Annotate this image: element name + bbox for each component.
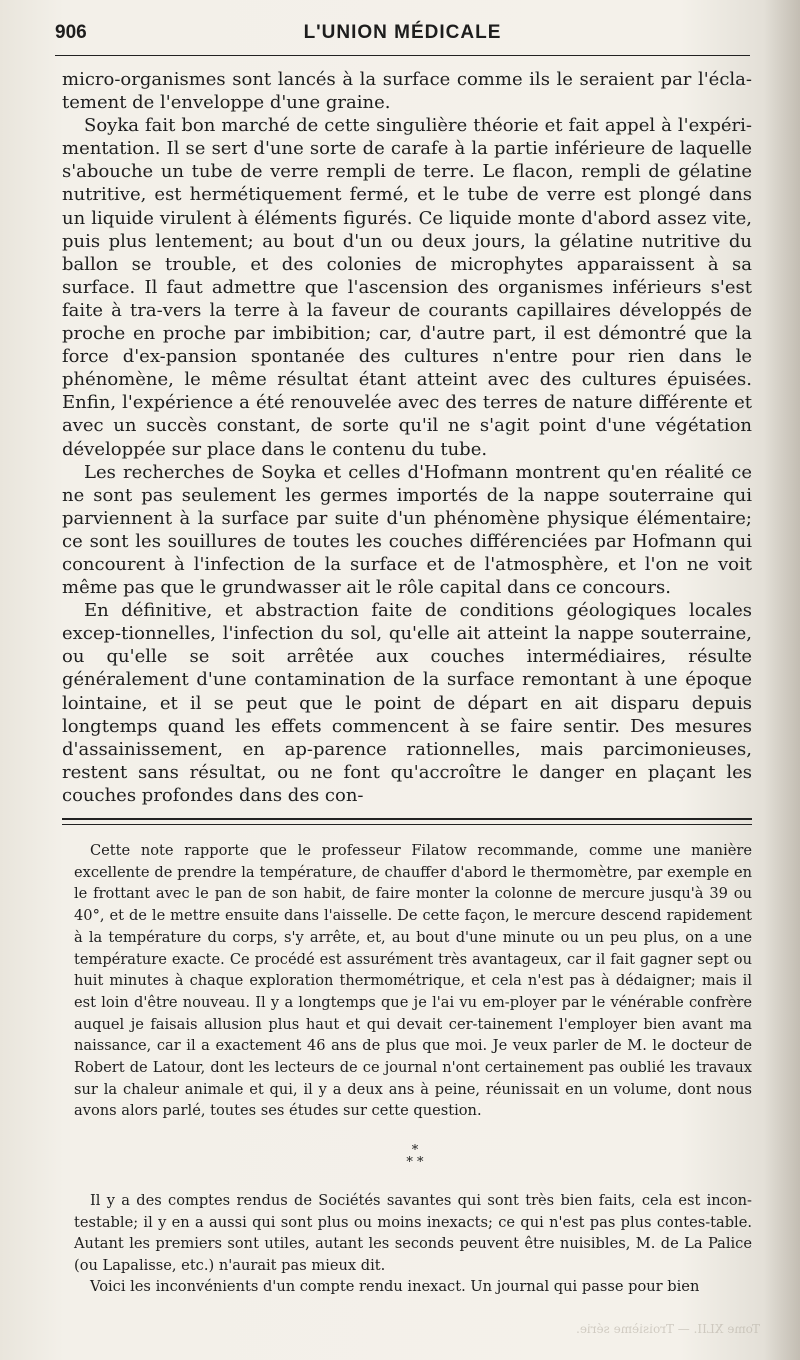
asterism-bottom: * * <box>406 1155 424 1170</box>
note-paragraph-1: Cette note rapporte que le professeur Filatow recommande, comme une manière excellente de prendre la température, de chauffer d'abord le thermomètre, par exemple en le frottant avec le pan de son habit, de faire monter la colonne de mercure jusqu'à 39 ou 40°, et de le mettre ensuite dans l'aisselle. De cette façon, le mercure descend rapidement à la température du corps, s'y arrête, et, au bout d'une minute ou un peu plus, on a une température exacte. Ce procédé est assurément très avantageux, car il fait gagner sept ou huit minutes à chaque exploration thermométrique, et cela n'est pas à dédaigner; mais il est loin d'être nouveau. Il y a longtemps que je l'ai vu em-ployer par le vénérable confrère auquel je faisais allusion plus haut et qui devait cer-tainement l'employer bien avant ma naissance, car il a exactement 46 ans de plus que moi. Je veux parler de M. le docteur de Robert de Latour, dont les lecteurs de ce journal n'ont certainement pas oublié les travaux sur la chaleur animale et qui, il y a deux ans à peine, réunissait en un volume, dont nous avons alors parlé, toutes ses études sur cette question. <box>74 842 752 1120</box>
bleed-through-footer: Tome XLII. — Troisième série. <box>576 1322 760 1336</box>
asterism-top: * <box>411 1143 419 1158</box>
running-header <box>55 18 750 48</box>
main-paragraph-1: micro-organismes sont lancés à la surface comme ils le seraient par l'écla-tement de l'enveloppe d'une graine. <box>62 69 752 114</box>
asterism-separator <box>395 1145 435 1185</box>
header-rule <box>55 55 750 56</box>
journal-title: L'UNION MÉDICALE <box>303 22 502 43</box>
section-paragraph-2: Voici les inconvénients d'un compte rendu inexact. Un journal qui passe pour bien <box>90 1278 700 1295</box>
binding-edge-shadow <box>764 0 800 1360</box>
page-number: 906 <box>55 22 87 43</box>
feuilleton-note <box>74 840 752 1122</box>
main-paragraph-3: Les recherches de Soyka et celles d'Hofmann montrent qu'en réalité ce ne sont pas seulement les germes importés de la nappe souterraine qui parviennent à la surface par suite d'un phénomène physique élémentaire; ce sont les souillures de toutes les couches différenciées par Hofmann qui concourent à l'infection de la surface et de l'atmosphère, et l'on ne voit même pas que le grundwasser ait le rôle capital dans ce concours. <box>62 461 752 599</box>
main-article-text <box>62 68 752 807</box>
main-paragraph-4: En définitive, et abstraction faite de conditions géologiques locales excep-tionnelles, l'infection du sol, qu'elle ait atteint la nappe souterraine, ou qu'elle se soit arrêtée aux couches intermédiaires, résulte généralement d'une contamination de la surface remontant à une époque lointaine, et il se peut que le point de départ en ait disparu depuis longtemps quand les effets commencent à se faire sentir. Des mesures d'assainissement, en ap-parence rationnelles, mais parcimonieuses, restent sans résultat, ou ne font qu'accroître le danger en plaçant les couches profondes dans des con- <box>62 600 752 806</box>
section-paragraph-1: Il y a des comptes rendus de Sociétés savantes qui sont très bien faits, cela est incon-testable; il y en a aussi qui sont plus ou moins inexacts; ce qui n'est pas plus contes-table. Autant les premiers sont utiles, autant les seconds peuvent être nuisibles, M. de La Palice (ou Lapalisse, etc.) n'aurait pas mieux dit. <box>74 1192 752 1274</box>
feuilleton-section <box>74 1190 752 1298</box>
feuilleton-divider <box>62 818 752 825</box>
main-paragraph-2: Soyka fait bon marché de cette singulière théorie et fait appel à l'expéri-mentation. Il se sert d'une sorte de carafe à la partie inférieure de laquelle s'abouche un tube de verre rempli de terre. Le flacon, rempli de gélatine nutritive, est hermétiquement fermé, et le tube de verre est plongé dans un liquide virulent à éléments figurés. Ce liquide monte d'abord assez vite, puis plus lentement; au bout d'un ou deux jours, la gélatine nutritive du ballon se trouble, et des colonies de microphytes apparaissent à sa surface. Il faut admettre que l'ascension des organismes inférieurs s'est faite à tra-vers la terre à la faveur de courants capillaires développés de proche en proche par imbibition; car, d'autre part, il est démontré que la force d'ex-pansion spontanée des cultures n'entre pour rien dans le phénomène, le même résultat étant atteint avec des cultures épuisées. Enfin, l'expérience a été renouvelée avec des terres de nature différente et avec un succès constant, de sorte qu'il ne s'agit point d'une végétation développée sur place dans le contenu du tube. <box>62 115 752 460</box>
